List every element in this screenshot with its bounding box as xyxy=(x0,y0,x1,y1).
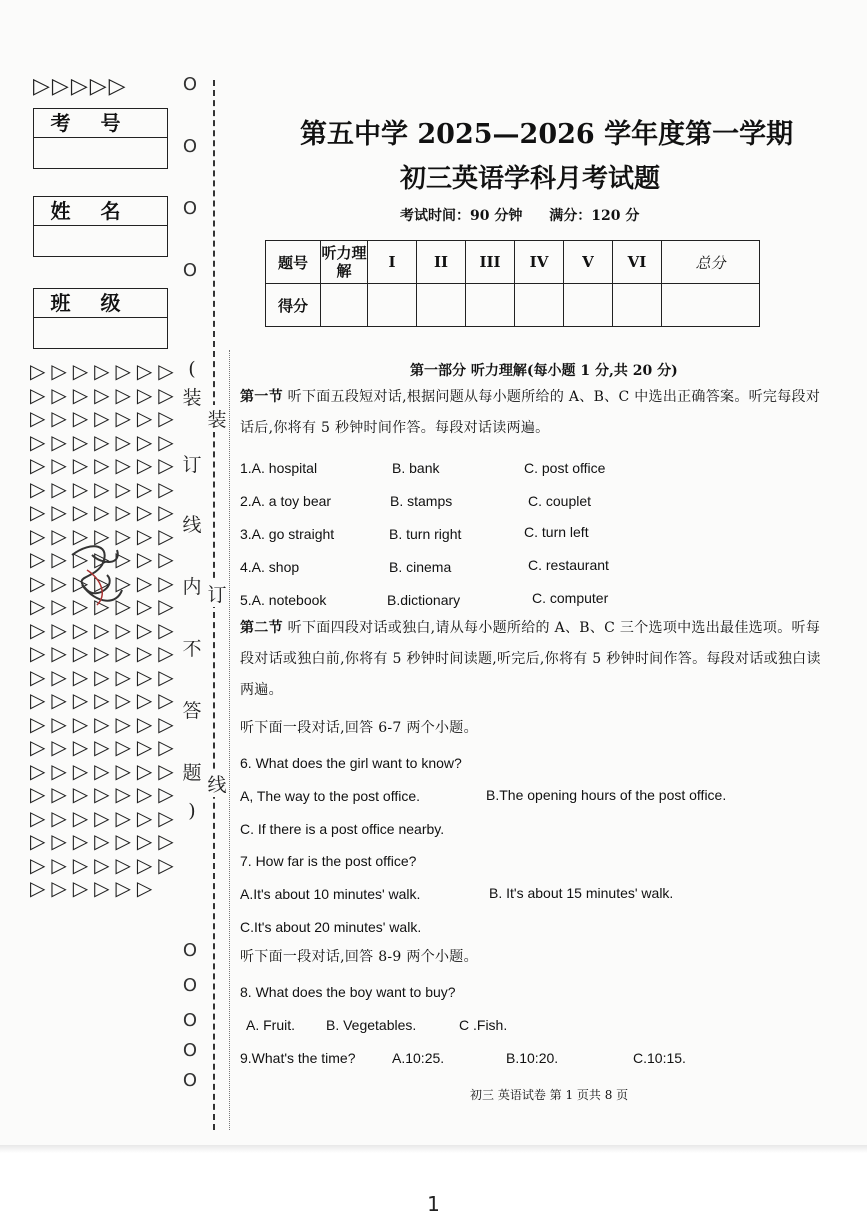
option-text: C. couplet xyxy=(528,493,592,509)
option-text: B. Vegetables. xyxy=(326,1017,417,1033)
exam-no-field[interactable] xyxy=(34,138,167,168)
vertical-char-inner: 装 xyxy=(206,405,228,432)
option-text: B. cinema xyxy=(389,559,452,575)
option-text: 2.A. a toy bear xyxy=(240,493,332,509)
option-text: C.10:15. xyxy=(633,1050,686,1066)
score-header-cell: III xyxy=(466,241,515,284)
option-text: 5.A. notebook xyxy=(240,592,327,608)
vertical-char: 内 xyxy=(182,576,202,598)
vertical-char-inner: 线 xyxy=(206,770,228,797)
score-header-cell: IV xyxy=(515,241,564,284)
section2-text: 听下面四段对话或独白,请从每小题所给的 A、B、C 三个选项中选出最佳选项。听每段对话或独白前,你将有 5 秒钟时间读题,听完后,你将有 5 秒钟时间作答。每段对话或独白读两遍。 xyxy=(240,620,821,698)
option-text: C. turn left xyxy=(524,524,589,540)
score-header-cell: VI xyxy=(613,241,662,284)
exam-subtitle: 初三英语学科月考试题 xyxy=(400,164,661,194)
vertical-paren-open: ( xyxy=(188,358,196,380)
class-label: 班级 xyxy=(34,289,167,318)
score-header-cell: 总分 xyxy=(662,241,760,284)
vertical-char: 订 xyxy=(182,454,202,476)
score-cell[interactable] xyxy=(515,284,564,327)
option-text: C. If there is a post office nearby. xyxy=(240,821,445,837)
pen-scribble-icon xyxy=(62,535,142,615)
section1-text: 听下面五段短对话,根据问题从每小题所给的 A、B、C 中选出正确答案。听完每段对话后,你将有 5 秒钟时间作答。每段对话读两遍。 xyxy=(240,389,821,436)
exam-no-box xyxy=(33,108,168,169)
score-cell[interactable] xyxy=(613,284,662,327)
option-text: C .Fish. xyxy=(459,1017,508,1033)
option-text: B.The opening hours of the post office. xyxy=(486,787,727,803)
name-label: 姓名 xyxy=(34,197,167,226)
dialogue1-instruction: 听下面一段对话,回答 6-7 两个小题。 xyxy=(240,720,478,736)
option-text: B. It's about 15 minutes' walk. xyxy=(489,885,674,901)
name-field[interactable] xyxy=(34,226,167,256)
binding-hole-mark: O xyxy=(182,1070,198,1091)
option-text: B. bank xyxy=(392,460,440,476)
score-table-score-row xyxy=(266,284,760,327)
option-text: A. Fruit. xyxy=(246,1017,296,1033)
section2-label: 第二节 xyxy=(240,620,283,636)
class-field[interactable] xyxy=(34,318,167,348)
binding-hole-mark: O xyxy=(182,1040,198,1061)
binding-hole-mark: O xyxy=(182,940,198,961)
option-text: C. restaurant xyxy=(528,557,609,573)
section2-instructions xyxy=(240,613,830,706)
triangle-grid-icon: ▷▷▷▷▷▷▷▷▷▷▷▷▷▷▷▷▷▷▷▷▷▷▷▷▷▷▷▷▷▷▷▷▷▷▷▷▷▷▷▷▷▷▷▷▷▷▷▷▷▷▷▷▷▷▷▷▷▷▷▷▷▷▷▷▷▷▷▷▷▷▷▷▷▷▷▷▷▷▷▷▷▷▷▷▷▷▷▷▷▷▷▷▷▷▷▷▷▷▷▷▷▷▷▷▷▷▷▷▷▷▷▷▷▷▷▷▷▷▷▷▷▷▷▷▷▷▷▷▷▷▷▷▷▷▷▷▷▷▷▷▷▷▷▷▷▷▷▷▷▷▷▷▷▷▷▷▷▷▷▷ xyxy=(30,360,180,900)
question-stem: 7. How far is the post office? xyxy=(240,853,417,869)
option-text: 3.A. go straight xyxy=(240,526,335,542)
class-box xyxy=(33,288,168,349)
page-number: 1 xyxy=(427,1192,440,1216)
score-cell[interactable] xyxy=(368,284,417,327)
score-header-cell: V xyxy=(564,241,613,284)
question-stem: 9.What's the time? xyxy=(240,1050,356,1066)
option-text: A.It's about 10 minutes' walk. xyxy=(240,886,421,902)
option-text: 1.A. hospital xyxy=(240,460,318,476)
binding-hole-mark: O xyxy=(182,260,198,281)
binding-line-inner xyxy=(229,350,230,1130)
score-header-cell: I xyxy=(368,241,417,284)
score-header-cell: 听力理解 xyxy=(321,241,368,284)
binding-hole-mark: O xyxy=(182,74,198,95)
question-stem: 8. What does the boy want to buy? xyxy=(240,984,456,1000)
score-row-label: 得分 xyxy=(266,284,321,327)
score-cell[interactable] xyxy=(417,284,466,327)
option-text: B.10:20. xyxy=(506,1050,559,1066)
score-cell[interactable] xyxy=(321,284,368,327)
question-stem: 6. What does the girl want to know? xyxy=(240,755,462,771)
score-header-cell: II xyxy=(417,241,466,284)
vertical-char-inner: 订 xyxy=(206,580,228,607)
binding-hole-mark: O xyxy=(182,136,198,157)
score-table-header-row xyxy=(266,241,760,284)
dialogue2-instruction: 听下面一段对话,回答 8-9 两个小题。 xyxy=(240,949,478,965)
option-text: A.10:25. xyxy=(392,1050,445,1066)
vertical-char: 线 xyxy=(182,514,202,536)
binding-hole-mark: O xyxy=(182,1010,198,1031)
option-text: B.dictionary xyxy=(387,592,461,608)
vertical-char: 答 xyxy=(182,700,202,722)
option-text: C.It's about 20 minutes' walk. xyxy=(240,919,422,935)
name-box xyxy=(33,196,168,257)
vertical-char: 装 xyxy=(182,387,202,409)
full-score: 满分：120 分 xyxy=(549,208,640,224)
score-header-cell: 题号 xyxy=(266,241,321,284)
vertical-paren-close: ) xyxy=(188,800,196,822)
vertical-char: 题 xyxy=(182,762,202,784)
option-text: B. stamps xyxy=(390,493,453,509)
option-text: C. post office xyxy=(524,460,606,476)
section1-instructions xyxy=(240,382,830,444)
vertical-char: 不 xyxy=(182,638,202,660)
exam-title: 第五中学 2025—2026 学年度第一学期 xyxy=(300,119,794,150)
score-cell[interactable] xyxy=(466,284,515,327)
option-text: 4.A. shop xyxy=(240,559,300,575)
page-edge xyxy=(0,1145,867,1153)
exam-no-label: 考号 xyxy=(34,109,167,138)
option-text: A, The way to the post office. xyxy=(240,788,421,804)
binding-hole-mark: O xyxy=(182,975,198,996)
part1-title: 第一部分 听力理解(每小题 1 分,共 20 分) xyxy=(410,363,678,379)
triangle-row-icon: ▷▷▷▷▷ xyxy=(33,74,128,99)
section1-label: 第一节 xyxy=(240,389,283,405)
score-cell[interactable] xyxy=(662,284,760,327)
exam-time: 考试时间：90 分钟 xyxy=(400,208,523,224)
score-table xyxy=(265,240,760,327)
binding-hole-mark: O xyxy=(182,198,198,219)
option-text: B. turn right xyxy=(389,526,462,542)
option-text: C. computer xyxy=(532,590,609,606)
score-cell[interactable] xyxy=(564,284,613,327)
exam-info xyxy=(400,205,661,225)
page-footer: 初三 英语试卷 第 1 页共 8 页 xyxy=(470,1088,629,1102)
